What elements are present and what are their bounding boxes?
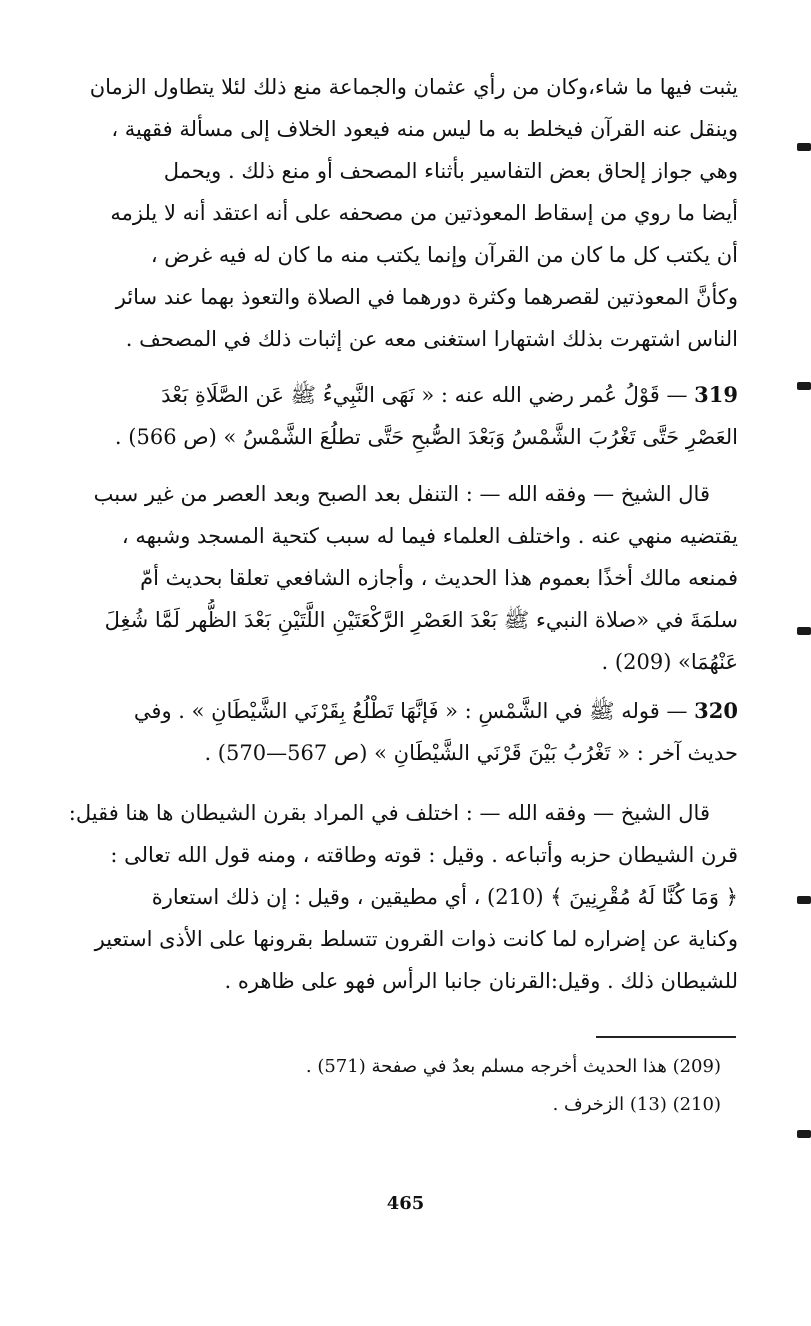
text-line: ﴿ وَمَا كُنَّا لَهُ مُقْرِنِينَ ﴾ (210) ، أي مطيقين ، وقيل : إن ذلك استعارة	[151, 885, 738, 909]
paragraph-2	[62, 473, 738, 683]
scan-margin-mark	[797, 896, 811, 904]
hadith-319	[62, 374, 738, 458]
text-line: يثبت فيها ما شاء،وكان من رأي عثمان والجماعة منع ذلك لئلا يتطاول الزمان	[89, 75, 738, 99]
footnote-209: (209) هذا الحديث أخرجه مسلم بعدُ في صفحة (571) .	[305, 1056, 721, 1077]
text-line: للشيطان ذلك . وقيل:القرنان جانبا الرأس فهو على ظاهره .	[224, 969, 738, 993]
text-line: قال الشيخ — وفقه الله — : اختلف في المراد بقرن الشيطان ها هنا فقيل:	[68, 801, 710, 825]
text-line: وينقل عنه القرآن فيخلط به ما ليس منه فيعود الخلاف إلى مسألة فقهية ،	[111, 117, 738, 141]
paragraph-1	[62, 66, 738, 360]
footnote-divider	[596, 1036, 736, 1038]
text-line: فمنعه مالك أخذًا بعموم هذا الحديث ، وأجازه الشافعي تعلقا بحديث أمّ	[140, 566, 738, 590]
text-line: وهي جواز إلحاق بعض التفاسير بأثناء المصحف أو منع ذلك . ويحمل	[163, 159, 738, 183]
text-line: الناس اشتهرت بذلك اشتهارا استغنى معه عن إثبات ذلك في المصحف .	[125, 327, 738, 351]
hadith-text: — قوله ﷺ في الشَّمْسِ : « فَإنَّهَا تَطْلُعُ بِقَرْنَي الشَّيْطَانِ » . وفي	[133, 699, 688, 723]
hadith-line: العَصْرِ حَتَّى تَغْرُبَ الشَّمْسُ وَبَعْدَ الصُّبحِ حَتَّى تطلُعَ الشَّمْسُ » (ص 566) .	[114, 425, 738, 449]
hadith-line: حديث آخر : « تَغْرُبُ بَيْنَ قَرْنَي الشَّيْطَانِ » (ص 567—570) .	[204, 741, 738, 765]
text-line: قال الشيخ — وفقه الله — : التنفل بعد الصبح وبعد العصر من غير سبب	[93, 482, 710, 506]
hadith-number: 319	[694, 382, 738, 407]
text-line: عَنْهُمَا» (209) .	[601, 650, 738, 674]
scan-margin-mark	[797, 1130, 811, 1138]
text-line: وكناية عن إضراره لما كانت ذوات القرون تتسلط بقرونها على الأذى استعير	[94, 927, 738, 951]
footnote-210: (210) (13) الزخرف .	[552, 1094, 721, 1115]
scan-margin-mark	[797, 143, 811, 151]
hadith-line	[62, 690, 738, 732]
page-number: 465	[386, 1193, 425, 1214]
text-line: وكأنَّ المعوذتين لقصرهما وكثرة دورهما في الصلاة والتعوذ بهما عند سائر	[115, 285, 738, 309]
text-line: قرن الشيطان حزبه وأتباعه . وقيل : قوته وطاقته ، ومنه قول الله تعالى :	[110, 843, 738, 867]
hadith-320	[62, 690, 738, 774]
text-line: أيضا ما روي من إسقاط المعوذتين من مصحفه على أنه اعتقد أنه لا يلزمه	[110, 201, 738, 225]
scan-margin-mark	[797, 382, 811, 390]
hadith-number: 320	[694, 698, 738, 723]
hadith-line	[62, 374, 738, 416]
scan-margin-mark	[797, 627, 811, 635]
text-line: أن يكتب كل ما كان من القرآن وإنما يكتب منه ما كان له فيه غرض ،	[150, 243, 738, 267]
paragraph-3	[62, 792, 738, 1002]
text-line: يقتضيه منهي عنه . واختلف العلماء فيما له سبب كتحية المسجد وشبهه ،	[121, 524, 738, 548]
hadith-text: — قَوْلُ عُمر رضي الله عنه : « نَهَى النَّبِيءُ ﷺ عَن الصَّلَاةِ بَعْدَ	[161, 383, 688, 407]
text-line: سلمَةَ في «صلاة النبيء ﷺ بَعْدَ العَصْرِ الرَّكْعَتَيْنِ اللَّتَيْنِ بَعْدَ الظُّهر لَمَّا شُغِلَ	[104, 608, 738, 632]
